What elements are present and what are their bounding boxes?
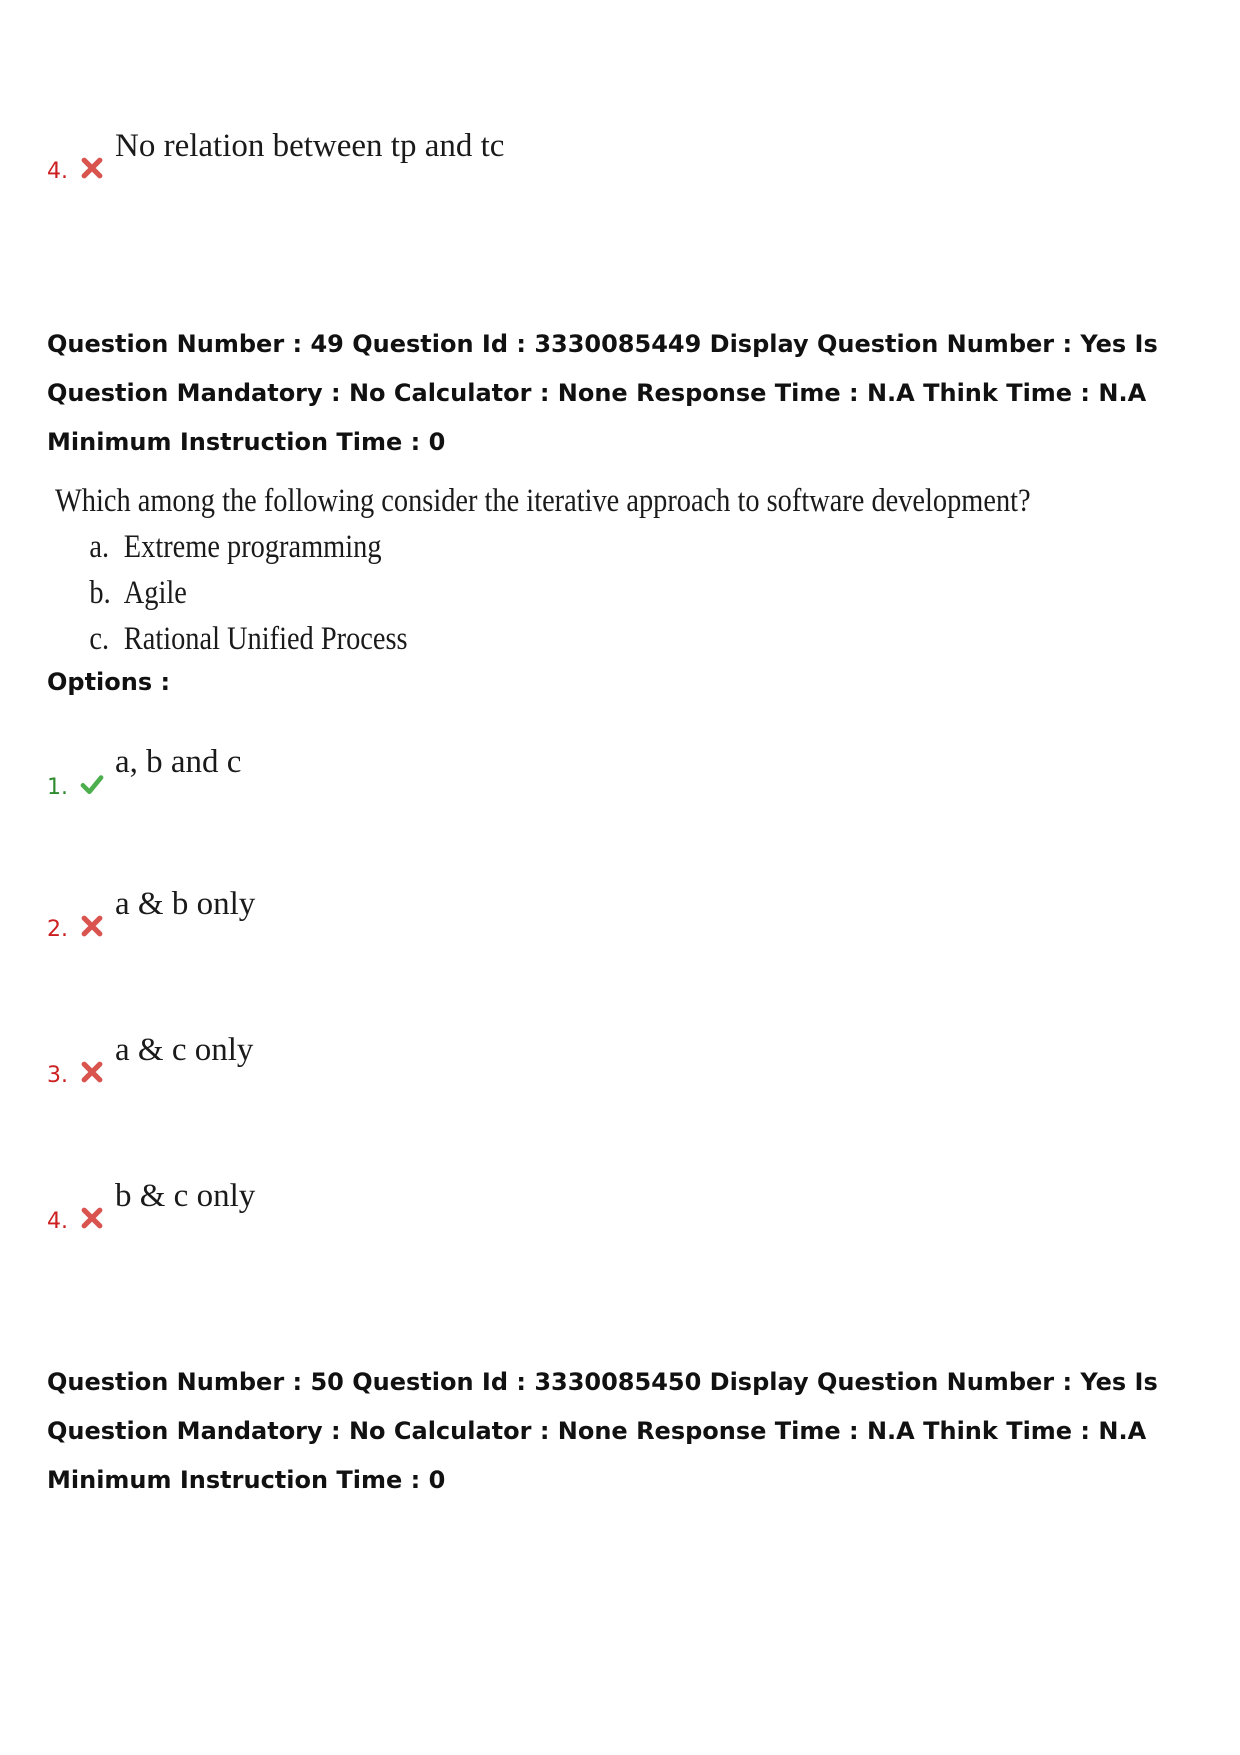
option-number: 4. <box>47 159 68 184</box>
cross-icon <box>79 913 105 939</box>
question-item-b: b. Agile <box>89 575 187 611</box>
option-4 <box>47 1178 256 1235</box>
option-number: 2. <box>47 917 68 942</box>
option-number: 3. <box>47 1063 68 1088</box>
question-item-c: c. Rational Unified Process <box>89 621 408 657</box>
question-49-body <box>55 478 1031 662</box>
option-2 <box>47 886 256 943</box>
question-item-a: a. Extreme programming <box>89 529 382 565</box>
option-text: b & c only <box>115 1178 256 1214</box>
cross-icon <box>79 1059 105 1085</box>
prev-option-4 <box>47 128 505 185</box>
question-49-meta: Question Number : 49 Question Id : 3330085449 Display Question Number : Yes Is Question Mandatory : No Calculator : None Response Time : N.A Think Time : N.A Minimum Instruction Time : 0 <box>47 330 1158 456</box>
option-number: 1. <box>47 775 68 800</box>
option-text: No relation between tp and tc <box>115 128 505 164</box>
cross-icon <box>79 1205 105 1231</box>
option-number: 4. <box>47 1209 68 1234</box>
question-50-meta: Question Number : 50 Question Id : 3330085450 Display Question Number : Yes Is Question Mandatory : No Calculator : None Response Time : N.A Think Time : N.A Minimum Instruction Time : 0 <box>47 1368 1158 1494</box>
cross-icon <box>79 155 105 181</box>
option-text: a & b only <box>115 886 256 922</box>
option-1 <box>47 744 242 801</box>
options-label: Options : <box>47 668 171 696</box>
check-icon <box>79 771 105 797</box>
option-3 <box>47 1032 254 1089</box>
question-stem: Which among the following consider the iterative approach to software development? <box>55 483 1031 519</box>
option-text: a, b and c <box>115 744 242 780</box>
option-text: a & c only <box>115 1032 254 1068</box>
